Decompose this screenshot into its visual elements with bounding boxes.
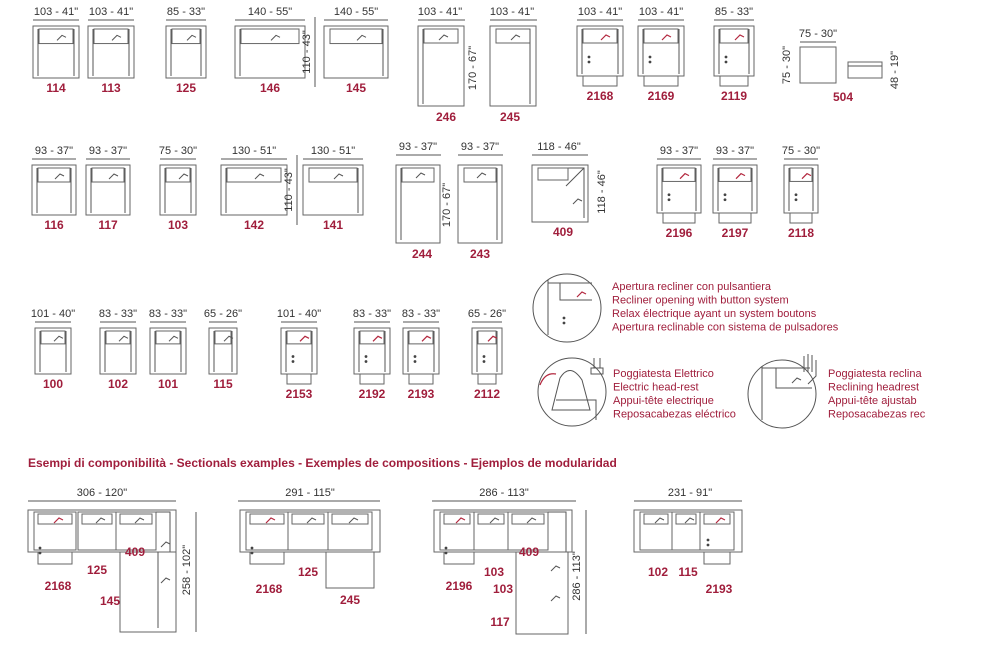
module-width-label: 93 - 37" bbox=[398, 141, 438, 153]
module-2112 bbox=[468, 308, 506, 401]
module-code: 2153 bbox=[285, 387, 313, 401]
module-114 bbox=[33, 6, 79, 95]
module-code: 142 bbox=[243, 218, 265, 232]
module-code: 2112 bbox=[473, 387, 501, 401]
example-width-label: 306 - 120" bbox=[76, 487, 128, 499]
module-115 bbox=[204, 308, 242, 391]
module-504 bbox=[781, 28, 901, 104]
module-width-label: 101 - 40" bbox=[276, 308, 322, 320]
legend-line: Recliner opening with button system bbox=[612, 294, 789, 307]
module-code: 125 bbox=[175, 81, 197, 95]
module-width-label: 65 - 26" bbox=[203, 308, 243, 320]
example-depth-label: 286 - 113" bbox=[571, 551, 583, 601]
module-245 bbox=[467, 6, 537, 124]
module-depth-label: 170 - 67" bbox=[441, 182, 453, 228]
example-module-code: 2168 bbox=[44, 579, 72, 593]
electric-headrest-legend bbox=[613, 368, 736, 421]
module-width-label: 101 - 40" bbox=[30, 308, 76, 320]
example-2 bbox=[238, 487, 380, 607]
module-116 bbox=[32, 145, 76, 232]
module-code: 115 bbox=[213, 377, 233, 391]
module-code: 146 bbox=[259, 81, 281, 95]
module-width-label: 83 - 33" bbox=[148, 308, 188, 320]
module-code: 2168 bbox=[586, 89, 614, 103]
module-width-label: 103 - 41" bbox=[88, 6, 134, 18]
example-module-code: 103 bbox=[492, 582, 514, 596]
module-width-label: 75 - 30" bbox=[781, 145, 821, 157]
module-width-label: 93 - 37" bbox=[659, 145, 699, 157]
module-2196 bbox=[657, 145, 701, 240]
module-2193 bbox=[402, 308, 440, 401]
section-title: Esempi di componibilità - Sectionals examples - Exemples de compositions - Ejemplos de modularidad bbox=[28, 456, 617, 470]
module-width-label: 93 - 37" bbox=[460, 141, 500, 153]
module-code: 246 bbox=[435, 110, 457, 124]
module-depth-label: 110 - 43" bbox=[301, 30, 313, 74]
legend-line: Apertura reclinable con sistema de pulsadores bbox=[612, 321, 839, 334]
module-depth-label: 110 - 43" bbox=[283, 168, 295, 212]
module-code: 114 bbox=[46, 81, 66, 95]
example-3 bbox=[432, 487, 586, 634]
module-width-label: 103 - 41" bbox=[33, 6, 79, 18]
module-code: 245 bbox=[499, 110, 521, 124]
legend-line: Reposacabezas rec bbox=[828, 408, 926, 421]
module-2169 bbox=[638, 6, 684, 103]
legend-line: Apertura recliner con pulsantiera bbox=[612, 281, 771, 293]
example-module-code: 409 bbox=[124, 545, 146, 559]
legend-line: Appui-tête electrique bbox=[613, 395, 714, 407]
module-width-label: 93 - 37" bbox=[715, 145, 755, 157]
module-width-label: 140 - 55" bbox=[247, 6, 293, 18]
example-depth-label: 258 - 102" bbox=[181, 544, 193, 596]
module-depth-label: 170 - 67" bbox=[467, 45, 479, 91]
module-117 bbox=[86, 145, 130, 232]
module-code: 409 bbox=[552, 225, 574, 239]
module-width-label: 83 - 33" bbox=[401, 308, 441, 320]
example-width-label: 291 - 115" bbox=[285, 487, 335, 499]
module-code: 102 bbox=[107, 377, 129, 391]
module-142 bbox=[221, 145, 287, 232]
module-width-label: 103 - 41" bbox=[638, 6, 684, 18]
module-103 bbox=[159, 145, 197, 232]
module-height-label: 48 - 19" bbox=[889, 50, 901, 90]
example-module-code: 145 bbox=[99, 594, 121, 608]
module-246 bbox=[418, 6, 465, 124]
example-module-code: 245 bbox=[339, 593, 361, 607]
module-113 bbox=[88, 6, 134, 95]
module-width-label: 83 - 33" bbox=[98, 308, 138, 320]
module-width-label: 75 - 30" bbox=[798, 28, 838, 40]
module-2192 bbox=[353, 308, 391, 401]
module-code: 2118 bbox=[787, 226, 815, 240]
example-module-code: 125 bbox=[297, 565, 319, 579]
module-2119 bbox=[714, 6, 754, 103]
module-width-label: 93 - 37" bbox=[34, 145, 74, 157]
module-width-label: 130 - 51" bbox=[310, 145, 356, 157]
module-width-label: 93 - 37" bbox=[88, 145, 128, 157]
module-width-label: 65 - 26" bbox=[467, 308, 507, 320]
module-146 bbox=[235, 6, 305, 95]
recliner-legend bbox=[612, 281, 839, 334]
example-module-code: 125 bbox=[86, 563, 108, 577]
module-code: 2197 bbox=[721, 226, 749, 240]
module-code: 2193 bbox=[407, 387, 435, 401]
module-102 bbox=[99, 308, 137, 391]
module-code: 117 bbox=[98, 218, 118, 232]
module-125 bbox=[166, 6, 206, 95]
module-243 bbox=[441, 141, 503, 261]
module-code: 2196 bbox=[665, 226, 693, 240]
module-width-label: 103 - 41" bbox=[417, 6, 463, 18]
module-code: 504 bbox=[832, 90, 854, 104]
legend-line: Poggiatesta reclina bbox=[828, 368, 922, 380]
legend-line: Relax électrique ayant un system boutons bbox=[612, 308, 817, 320]
module-code: 244 bbox=[411, 247, 433, 261]
module-2168 bbox=[577, 6, 623, 103]
example-module-code: 115 bbox=[678, 565, 698, 579]
module-width-label: 75 - 30" bbox=[158, 145, 198, 157]
module-width-label: 83 - 33" bbox=[352, 308, 392, 320]
module-code: 101 bbox=[157, 377, 179, 391]
module-145 bbox=[301, 6, 388, 95]
legend-line: Electric head-rest bbox=[613, 381, 699, 394]
module-width-label: 130 - 51" bbox=[231, 145, 277, 157]
example-width-label: 286 - 113" bbox=[479, 487, 529, 499]
module-2118 bbox=[782, 145, 820, 240]
legend-line: Reclining headrest bbox=[828, 381, 920, 394]
module-code: 2119 bbox=[720, 89, 748, 103]
module-depth-label: 118 - 46" bbox=[596, 170, 608, 214]
module-409 bbox=[532, 141, 608, 239]
example-module-code: 2196 bbox=[445, 579, 473, 593]
example-width-label: 231 - 91" bbox=[667, 487, 713, 499]
example-module-code: 409 bbox=[518, 545, 540, 559]
electric-headrest-icon bbox=[538, 358, 606, 426]
reclining-headrest-icon bbox=[748, 354, 816, 428]
module-code: 113 bbox=[101, 81, 121, 95]
module-code: 243 bbox=[469, 247, 491, 261]
example-module-code: 2193 bbox=[705, 582, 733, 596]
legend-line: Reposacabezas eléctrico bbox=[613, 408, 736, 421]
module-code: 100 bbox=[42, 377, 64, 391]
module-2197 bbox=[713, 145, 757, 240]
module-width-label: 103 - 41" bbox=[489, 6, 535, 18]
module-width-label: 118 - 46" bbox=[537, 141, 581, 153]
module-width-label: 140 - 55" bbox=[333, 6, 379, 18]
module-code: 145 bbox=[345, 81, 367, 95]
example-module-code: 117 bbox=[490, 615, 510, 629]
example-module-code: 102 bbox=[647, 565, 669, 579]
module-100 bbox=[31, 308, 75, 391]
module-depth-label: 75 - 30" bbox=[781, 45, 793, 85]
example-1 bbox=[28, 487, 196, 632]
example-module-code: 2168 bbox=[255, 582, 283, 596]
module-width-label: 85 - 33" bbox=[166, 6, 206, 18]
module-244 bbox=[396, 141, 441, 261]
module-code: 141 bbox=[322, 218, 344, 232]
module-141 bbox=[283, 145, 363, 232]
module-code: 103 bbox=[167, 218, 189, 232]
example-4 bbox=[634, 487, 742, 596]
module-101 bbox=[149, 308, 187, 391]
recliner-legend-icon bbox=[533, 274, 601, 342]
legend-line: Appui-tête ajustab bbox=[828, 395, 917, 407]
module-width-label: 103 - 41" bbox=[577, 6, 623, 18]
module-2153 bbox=[277, 308, 321, 401]
example-module-code: 103 bbox=[483, 565, 505, 579]
module-code: 2192 bbox=[358, 387, 386, 401]
reclining-headrest-legend bbox=[828, 368, 926, 421]
module-code: 2169 bbox=[647, 89, 675, 103]
module-width-label: 85 - 33" bbox=[714, 6, 754, 18]
module-code: 116 bbox=[44, 218, 64, 232]
legend-line: Poggiatesta Elettrico bbox=[613, 368, 714, 380]
